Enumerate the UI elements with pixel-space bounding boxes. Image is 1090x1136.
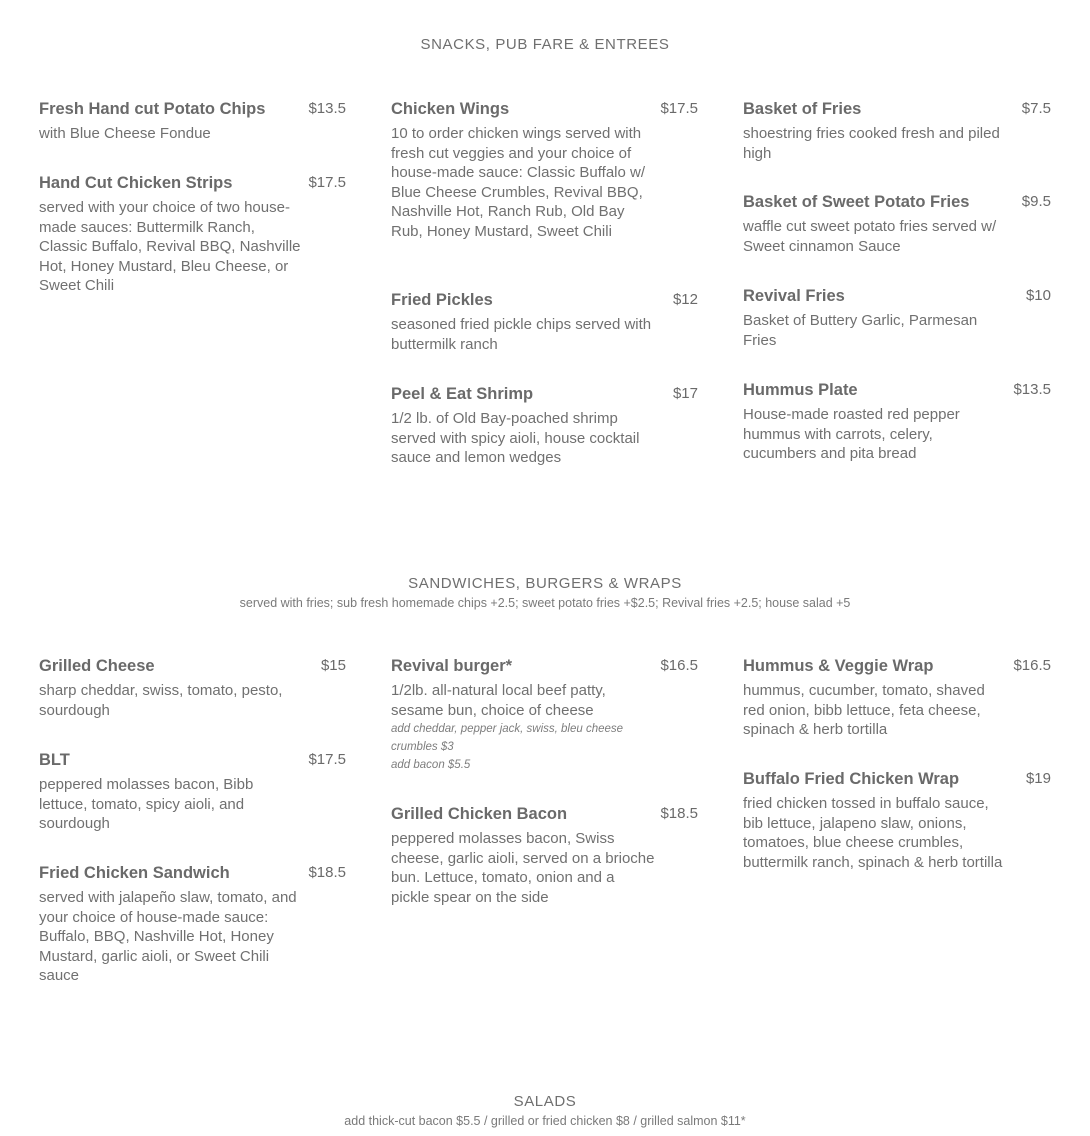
- item-description: peppered molasses bacon, Swiss cheese, garlic aioli, served on a brioche bun. Lettuce, tomato, onion and a pickle spear on the side: [391, 830, 655, 906]
- item-description: Basket of Buttery Garlic, Parmesan Fries: [743, 312, 978, 349]
- menu-item: [743, 381, 1055, 464]
- item-price: $16.5: [1013, 657, 1051, 674]
- item-name: Revival burger*: [391, 657, 513, 675]
- item-name: BLT: [39, 751, 70, 769]
- item-price: $17: [672, 385, 698, 402]
- item-price: $13.5: [308, 100, 346, 117]
- section-title-snacks: SNACKS, PUB FARE & ENTREES: [420, 36, 670, 53]
- section-title-sandwiches: SANDWICHES, BURGERS & WRAPS: [408, 575, 682, 592]
- item-price: $15: [320, 657, 346, 674]
- item-name: Fried Pickles: [391, 291, 493, 309]
- menu-item: [743, 100, 1055, 163]
- item-description: shoestring fries cooked fresh and piled high: [743, 125, 1000, 162]
- item-description: served with your choice of two house-made sauces: Buttermilk Ranch, Classic Buffalo, Revival BBQ, Nashville Hot, Honey Mustard, Bleu Cheese, or Sweet Chili: [39, 199, 301, 294]
- item-price: $18.5: [308, 864, 346, 881]
- item-price: $17.5: [308, 751, 346, 768]
- item-description: 10 to order chicken wings served with fresh cut veggies and your choice of house-made sauce: Classic Buffalo w/ Blue Cheese Crumbles, Revival BBQ, Nashville Hot, Ranch Rub, Old Bay Rub, Honey Mustard, Sweet Chili: [391, 125, 646, 240]
- item-name: Hand Cut Chicken Strips: [39, 174, 233, 192]
- item-description: seasoned fried pickle chips served with buttermilk ranch: [391, 316, 652, 353]
- item-name: Hummus & Veggie Wrap: [743, 657, 934, 675]
- item-price: $7.5: [1021, 100, 1051, 117]
- menu-item: [743, 193, 1055, 256]
- section-title-salads: SALADS: [513, 1093, 577, 1110]
- item-name: Fried Chicken Sandwich: [39, 864, 230, 882]
- item-price: $19: [1025, 770, 1051, 787]
- item-name: Basket of Fries: [743, 100, 862, 118]
- item-addon-note: add cheddar, pepper jack, swiss, bleu cheese crumbles $3: [391, 723, 624, 753]
- menu-item: [39, 174, 351, 296]
- menu-item: [39, 100, 351, 144]
- menu-item: [39, 657, 351, 720]
- item-description: peppered molasses bacon, Bibb lettuce, tomato, spicy aioli, and sourdough: [39, 776, 254, 832]
- section-subtitle-salads: add thick-cut bacon $5.5 / grilled or fried chicken $8 / grilled salmon $11*: [344, 1114, 746, 1128]
- item-description: served with jalapeño slaw, tomato, and your choice of house-made sauce: Buffalo, BBQ, Nashville Hot, Honey Mustard, garlic aioli, or Sweet Chili sauce: [39, 889, 297, 984]
- item-name: Buffalo Fried Chicken Wrap: [743, 770, 960, 788]
- item-price: $10: [1025, 287, 1051, 304]
- item-name: Grilled Cheese: [39, 657, 155, 675]
- item-price: $16.5: [660, 657, 698, 674]
- menu-item: [39, 864, 351, 986]
- menu-item: [743, 287, 1055, 350]
- item-name: Chicken Wings: [391, 100, 510, 118]
- menu-item: [391, 291, 703, 354]
- item-description: fried chicken tossed in buffalo sauce, bib lettuce, jalapeno slaw, onions, tomatoes, blue cheese crumbles, buttermilk ranch, spinach & herb tortilla: [743, 795, 1003, 871]
- menu-item: [391, 100, 703, 241]
- item-name: Revival Fries: [743, 287, 845, 305]
- item-description: 1/2lb. all-natural local beef patty, sesame bun, choice of cheese: [391, 682, 606, 719]
- item-price: $18.5: [660, 805, 698, 822]
- menu-item: [391, 657, 703, 774]
- item-description: waffle cut sweet potato fries served w/ Sweet cinnamon Sauce: [743, 218, 997, 255]
- item-addon-note: add bacon $5.5: [391, 759, 471, 771]
- item-description: with Blue Cheese Fondue: [39, 125, 211, 142]
- menu-item: [391, 805, 703, 907]
- item-name: Grilled Chicken Bacon: [391, 805, 568, 823]
- item-description: sharp cheddar, swiss, tomato, pesto, sourdough: [39, 682, 283, 719]
- item-name: Basket of Sweet Potato Fries: [743, 193, 970, 211]
- item-description: hummus, cucumber, tomato, shaved red onion, bibb lettuce, feta cheese, spinach & herb tortilla: [743, 682, 985, 738]
- item-price: $13.5: [1013, 381, 1051, 398]
- section-subtitle-sandwiches: served with fries; sub fresh homemade chips +2.5; sweet potato fries +$2.5; Revival fries +2.5; house salad +5: [239, 596, 851, 610]
- menu-item: [743, 770, 1055, 872]
- item-description: 1/2 lb. of Old Bay-poached shrimp served with spicy aioli, house cocktail sauce and lemon wedges: [391, 410, 640, 466]
- menu-item: [391, 385, 703, 468]
- menu-item: [39, 751, 351, 834]
- item-price: $17.5: [308, 174, 346, 191]
- item-price: $17.5: [660, 100, 698, 117]
- item-description: House-made roasted red pepper hummus with carrots, celery, cucumbers and pita bread: [743, 406, 960, 462]
- item-name: Peel & Eat Shrimp: [391, 385, 534, 403]
- item-price: $12: [672, 291, 698, 308]
- item-name: Hummus Plate: [743, 381, 858, 399]
- item-price: $9.5: [1021, 193, 1051, 210]
- item-name: Fresh Hand cut Potato Chips: [39, 100, 266, 118]
- menu-item: [743, 657, 1055, 740]
